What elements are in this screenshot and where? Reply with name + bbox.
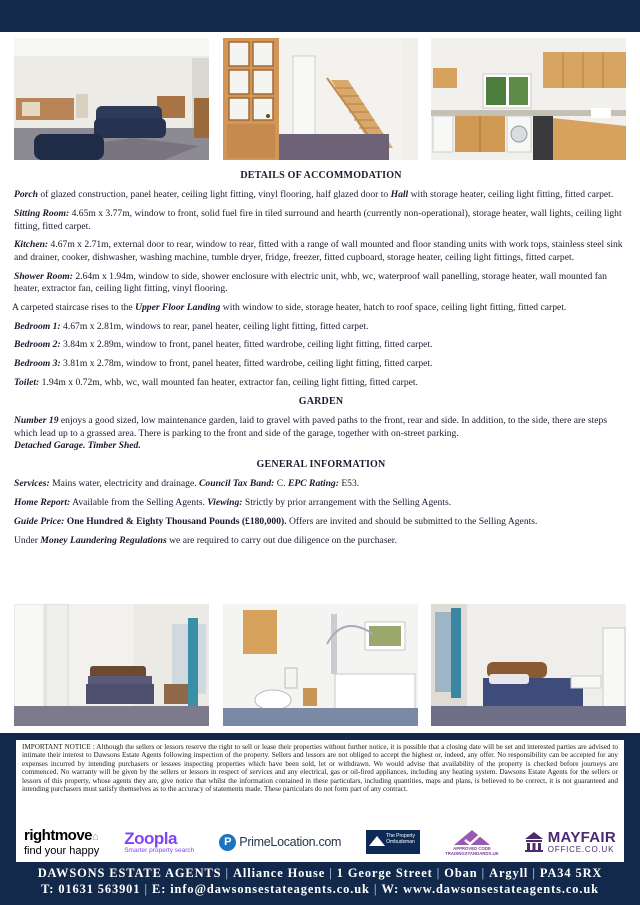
kitchen-text: 4.67m x 2.71m, external door to rear, window to rear, fitted with a range of wall mounted and floor standing units with work tops, stainless steel sink and drainer, cooker, dishwasher, washing machine, tumble dryer, fridge, freezer, fitted cupboard, storage heater, ceiling light fittings, fitted carpet. [14, 239, 623, 263]
accommodation-heading: DETAILS OF ACCOMMODATION [240, 170, 402, 181]
sitting-room-text: 4.65m x 3.77m, window to front, solid fuel fire in tiled surround and hearth (currently non-operational), storage heater, wall lights, ceiling light fitting, fitted carpet. [14, 208, 622, 232]
hall-staircase-photo [223, 38, 418, 160]
house-icon: ⌂ [92, 830, 99, 843]
guide-price-paragraph [14, 516, 628, 528]
phone-number[interactable]: T: 01631 563901 [41, 882, 141, 896]
bedroom-2-label: Bedroom 2: [14, 339, 61, 351]
mayfair-office-logo[interactable] [524, 828, 616, 854]
living-room-photo [14, 38, 209, 160]
guide-price-label: Guide Price: [14, 515, 65, 527]
general-info-heading: GENERAL INFORMATION [256, 458, 386, 470]
guide-price-value: One Hundred & Eighty Thousand Pounds (£180,000). [64, 515, 287, 527]
porch-label: Porch [14, 189, 38, 201]
bedroom-1-paragraph [14, 321, 628, 333]
email-link[interactable]: E: info@dawsonsestateagents.co.uk [152, 882, 370, 896]
sitting-room-paragraph [14, 208, 628, 233]
zoopla-name: Zoopla [124, 828, 177, 848]
property-ombudsman-logo[interactable] [366, 830, 420, 854]
epc-label: EPC Rating: [288, 478, 339, 490]
garage-label: Detached Garage. Timber Shed. [14, 440, 141, 452]
hall-text: with storage heater, ceiling light fitting, fitted carpet. [408, 189, 614, 201]
staircase-text-b: with window to side, storage heater, hatch to roof space, ceiling light fitting, fitted carpet. [220, 301, 567, 313]
upper-landing-label: Upper Floor Landing [135, 301, 221, 313]
services-paragraph [14, 478, 628, 490]
kitchen-photo [431, 38, 626, 160]
toilet-label: Toilet: [14, 377, 40, 388]
toilet-text: 1.94m x 0.72m, whb, wc, wall mounted fan heater, extractor fan, ceiling light fitting, fitted carpet. [39, 377, 418, 388]
services-text: Mains water, electricity and drainage. [49, 478, 200, 490]
porch-text: of glazed construction, panel heater, ceiling light fitting, vinyl flooring, half glazed door to [37, 189, 391, 201]
home-report-paragraph [14, 497, 628, 509]
primelocation-p-icon: P [219, 834, 236, 851]
top-photo-row [14, 38, 626, 160]
zoopla-logo[interactable] [124, 830, 194, 855]
bedroom-3-label: Bedroom 3: [14, 358, 61, 370]
viewing-text: Strictly by prior arrangement with the Selling Agents. [242, 497, 452, 509]
building-name: Alliance House [233, 866, 326, 880]
bedroom-1-label: Bedroom 1: [14, 320, 61, 332]
garden-paragraph [14, 415, 628, 452]
postcode: PA34 5RX [539, 866, 603, 880]
epc-value: E53. [338, 478, 360, 490]
shower-room-photo [223, 604, 418, 726]
council-tax-label: Council Tax Band: [199, 478, 275, 490]
home-report-text: Available from the Selling Agents. [70, 497, 208, 509]
trading-standards-label: TRADINGSTANDARDS.UK [445, 851, 499, 856]
roof-icon [369, 835, 385, 847]
bedroom-3-paragraph [14, 358, 628, 370]
bedroom-1-text: 4.67m x 2.81m, windows to rear, panel heater, ceiling light fitting, fitted carpet. [60, 320, 369, 332]
zoopla-tagline: Smarter property search [124, 846, 195, 854]
important-notice: IMPORTANT NOTICE : Although the sellers or lessors reserve the right to sell or lease their properties without further notice, it is possible that a closing date will be set and interested parties are advised to intimate their interest to Dawsons Estate Agents following inspection of the property. Sellers and lessors are not obliged to accept the highest or, indeed, any offer. No responsibility can be accepted for any expenses incurred by intending purchasers or lessees inspecting properties which have been sold, let or withdrawn. We would advise that availability of the property is checked before journeys are commenced. No warranty will be given by the sellers or lessors in respect of services and any electrical, gas or oil-fired appliances, including any heating system. Dawsons Estate Agents for the sellers or lessors of this property, whose agents they are, give notice that whilst the information contained in these particulars, including quantities, maps and plans, is believed to be correct, it is not guaranteed and intending purchasers must satisfy themselves as to the accuracy of statements made. These particulars do not form part of any contract. [16, 740, 624, 822]
sitting-room-label: Sitting Room: [14, 208, 70, 220]
hall-label: Hall [390, 189, 409, 201]
footer-address: DAWSONS ESTATE AGENTS | Alliance House | 1 George Street | Oban | Argyll | PA34 5RX [37, 866, 603, 880]
kitchen-paragraph [14, 239, 628, 264]
website-link[interactable]: W: www.dawsonsestateagents.co.uk [381, 882, 599, 896]
agent-name: DAWSONS ESTATE AGENTS [37, 866, 222, 880]
home-report-label: Home Report: [14, 497, 71, 509]
bedroom-photo-1 [14, 604, 209, 726]
services-label: Services: [14, 478, 50, 490]
bedroom-2-text: 3.84m x 2.89m, window to front, panel heater, fitted wardrobe, ceiling light fitting, fitted carpet. [60, 339, 433, 351]
number-19-label: Number 19 [14, 415, 59, 427]
footer-contact: T: 01631 563901 | E: info@dawsonsestateagents.co.uk | W: www.dawsonsestateagents.co.uk [41, 882, 599, 896]
primelocation-name: PrimeLocation.com [239, 835, 342, 849]
approved-code-label: APPROVED CODE [453, 846, 491, 851]
town: Oban [444, 866, 478, 880]
bottom-photo-row [14, 604, 626, 726]
mayfair-domain: OFFICE.CO.UK [547, 844, 615, 854]
garden-text: enjoys a good sized, low maintenance garden, laid to gravel with paved paths to the front, rear and side. In addition, to the side, there are steps which lead up to a grassed area. There is parking to the front and side of the garage, together with on-street parking. [14, 415, 608, 439]
county: Argyll [489, 866, 529, 880]
shower-room-paragraph [14, 271, 628, 296]
property-details [14, 170, 628, 553]
money-laundering-text-a: Under [14, 534, 41, 546]
building-icon [524, 831, 544, 853]
money-laundering-label: Money Laundering Regulations [40, 534, 167, 546]
rightmove-tagline: find your happy [24, 844, 100, 857]
top-banner [0, 0, 640, 32]
rightmove-name: rightmove [24, 826, 93, 844]
toilet-paragraph [14, 377, 628, 389]
shower-room-label: Shower Room: [14, 270, 73, 282]
mayfair-name: MAYFAIR [547, 828, 616, 846]
money-laundering-text-b: we are required to carry out due diligence on the purchaser. [166, 534, 397, 546]
partner-logos [16, 822, 624, 862]
porch-paragraph [14, 189, 628, 201]
primelocation-logo[interactable] [219, 834, 341, 851]
kitchen-label: Kitchen: [14, 239, 49, 251]
guide-price-text: Offers are invited and should be submitted to the Selling Agents. [286, 515, 538, 527]
council-tax-value: C. [274, 478, 288, 490]
garden-heading: GARDEN [298, 395, 344, 407]
shower-room-text: 2.64m x 1.94m, window to side, shower enclosure with electric unit, whb, wc, waterproof wall panelling, storage heater, wall mounted fan heater, extractor fan, ceiling light fitting, vinyl flooring. [14, 270, 607, 295]
street-address: 1 George Street [336, 866, 433, 880]
rightmove-logo[interactable] [24, 828, 99, 857]
ombudsman-line-2: Ombudsman [386, 839, 415, 845]
bedroom-photo-2 [431, 604, 626, 726]
bedroom-2-paragraph [14, 339, 628, 351]
approved-code-logo[interactable] [445, 828, 499, 856]
ombudsman-line-1: The Property [386, 833, 416, 839]
bedroom-3-text: 3.81m x 2.78m, window to front, panel heater, fitted wardrobe, ceiling light fitting, fitted carpet. [60, 358, 433, 370]
viewing-label: Viewing: [207, 497, 243, 509]
staircase-text-a: A carpeted staircase rises to the [12, 301, 136, 313]
approved-roof-icon [452, 828, 492, 846]
money-laundering-paragraph [14, 535, 628, 547]
staircase-paragraph [12, 302, 628, 314]
